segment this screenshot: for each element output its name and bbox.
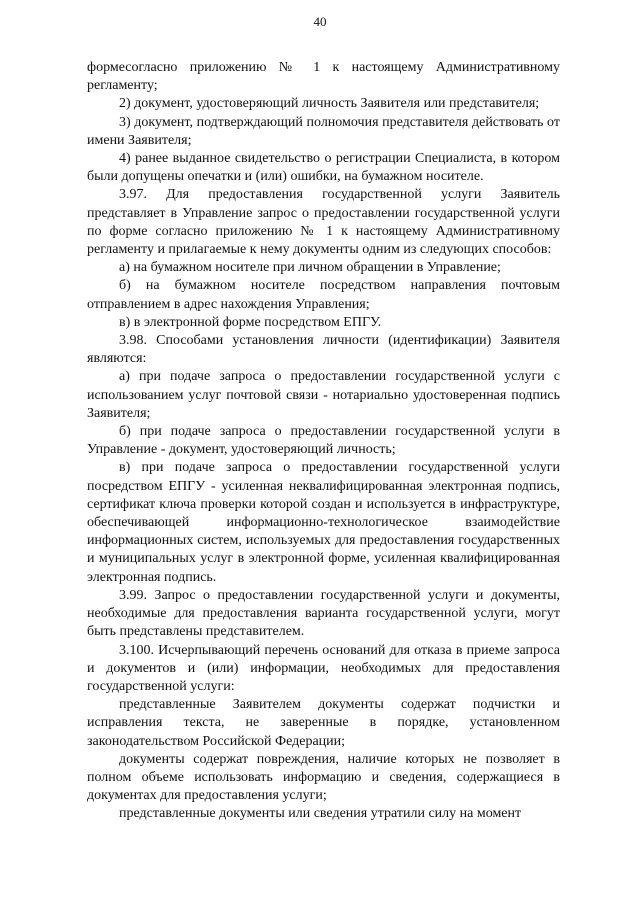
paragraph-16: документы содержат повреждения, наличие которых не позволяет в полном объеме использовать информацию и сведения, содержащиеся в документах для предоставления услуги;	[87, 751, 560, 804]
paragraph-9: 3.98. Способами установления личности (идентификации) Заявителя являются:	[87, 333, 560, 367]
paragraph-12: в) при подаче запроса о предоставлении государственной услуги посредством ЕПГУ - усиленная неквалифицированная электронная подпись, сертификат ключа проверки которой создан и используется в инфраструктуре, обеспечивающей информационно-технологическое взаимодействие информационных систем, используемых для предоставления государственных и муниципальных услуг в электронной форме, усиленная квалифицированная электронная подпись.	[87, 460, 560, 585]
paragraph-7: б) на бумажном носителе посредством направления почтовым отправлением в адрес нахождения Управления;	[87, 278, 560, 312]
paragraph-5: 3.97. Для предоставления государственной услуги Заявитель представляет в Управление запрос о предоставлении государственной услуги по форме согласно приложению № 1 к настоящему Административному регламенту и прилагаемые к нему документы одним из следующих способов:	[87, 187, 560, 258]
paragraph-1: формесогласно приложению № 1 к настоящему Административному регламенту;	[87, 60, 560, 94]
paragraph-4: 4) ранее выданное свидетельство о регистрации Специалиста, в котором были допущены опечатки и (или) ошибки, на бумажном носителе.	[87, 151, 560, 185]
page-number: 40	[313, 14, 327, 29]
document-body	[87, 59, 560, 824]
paragraph-11: б) при подаче запроса о предоставлении государственной услуги в Управление - документ, удостоверяющий личность;	[87, 424, 560, 458]
paragraph-8: в) в электронной форме посредством ЕПГУ.	[119, 314, 382, 330]
paragraph-13: 3.99. Запрос о предоставлении государственной услуги и документы, необходимые для предоставления варианта государственной услуги, могут быть представлены представителем.	[87, 587, 560, 640]
paragraph-6: а) на бумажном носителе при личном обращении в Управление;	[119, 260, 501, 276]
paragraph-17: представленные документы или сведения утратили силу на момент	[119, 806, 522, 822]
paragraph-3: 3) документ, подтверждающий полномочия представителя действовать от имени Заявителя;	[87, 114, 560, 148]
paragraph-14: 3.100. Исчерпывающий перечень оснований для отказа в приеме запроса и документов и (или) информации, необходимых для предоставления государственной услуги:	[87, 642, 560, 694]
paragraph-10: а) при подаче запроса о предоставлении государственной услуги с использованием услуг почтовой связи - нотариально удостоверенная подпись Заявителя;	[87, 369, 560, 421]
paragraph-15: представленные Заявителем документы содержат подчистки и исправления текста, не заверенные в порядке, установленном законодательством Российской Федерации;	[87, 697, 560, 749]
paragraph-2: 2) документ, удостоверяющий личность Заявителя или представителя;	[119, 96, 540, 112]
